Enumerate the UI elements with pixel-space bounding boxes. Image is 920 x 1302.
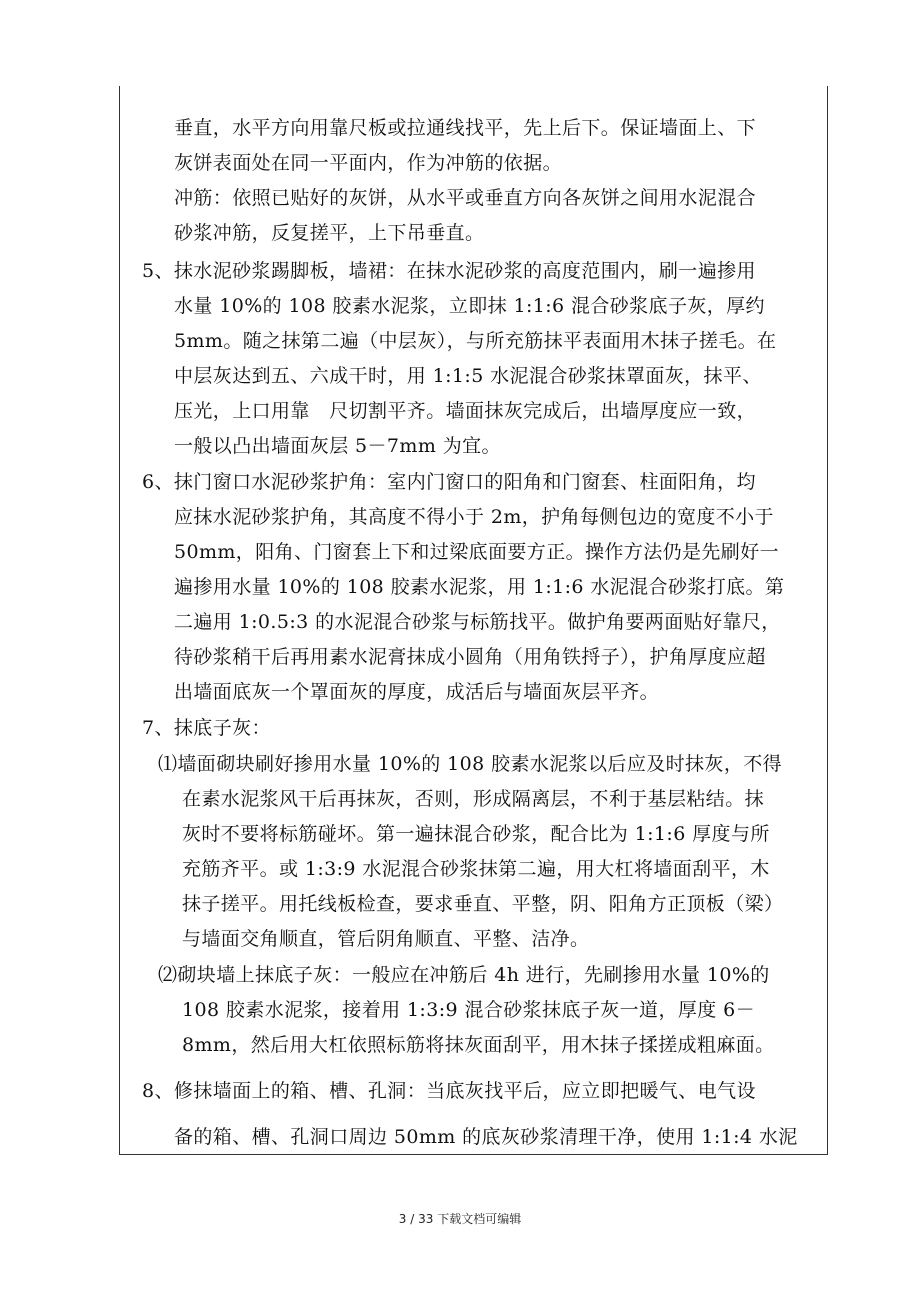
- text-line: 垂直，水平方向用靠尺板或拉通线找平，先上后下。保证墙面上、下: [174, 117, 757, 139]
- text-line: 7、抹底子灰：: [142, 717, 271, 739]
- text-line: 灰饼表面处在同一平面内，作为冲筋的依据。: [174, 152, 563, 174]
- text-line: ⑴墙面砌块刷好掺用水量 10%的 108 胶素水泥浆以后应及时抹灰，不得: [158, 753, 783, 775]
- text-line: 二遍用 1:0.5:3 的水泥混合砂浆与标筋找平。做护角要两面贴好靠尺，: [174, 611, 781, 633]
- text-line: 灰时不要将标筋碰坏。第一遍抹混合砂浆，配合比为 1:1:6 厚度与所: [182, 823, 770, 845]
- text-line: 砂浆冲筋，反复搓平，上下吊垂直。: [174, 222, 485, 244]
- text-line: 5、抹水泥砂浆踢脚板，墙裙：在抹水泥砂浆的高度范围内，刷一遍掺用: [142, 260, 756, 282]
- text-line: 一般以凸出墙面灰层 5－7mm 为宜。: [174, 435, 501, 457]
- text-line: 8、修抹墙面上的箱、槽、孔洞：当底灰找平后，应立即把暖气、电气设: [142, 1080, 756, 1102]
- text-line: 出墙面底灰一个罩面灰的厚度，成活后与墙面灰层平齐。: [174, 681, 660, 703]
- text-line: 冲筋：依照已贴好的灰饼，从水平或垂直方向各灰饼之间用水泥混合: [174, 187, 757, 209]
- page-footer: 3 / 33 下载文档可编辑: [398, 1212, 522, 1226]
- text-line: 遍掺用水量 10%的 108 胶素水泥浆，用 1:1:6 水泥混合砂浆打底。第: [174, 576, 785, 598]
- text-line: 8mm，然后用大杠依照标筋将抹灰面刮平，用木抹子揉搓成粗麻面。: [182, 1034, 775, 1056]
- text-line: 抹子搓平。用托线板检查，要求垂直、平整，阴、阳角方正顶板（梁）: [182, 893, 784, 915]
- text-line: 待砂浆稍干后再用素水泥膏抹成小圆角（用角铁捋子），护角厚度应超: [174, 646, 766, 668]
- text-line: 50mm，阳角、门窗套上下和过梁底面要方正。操作方法仍是先刷好一: [174, 541, 780, 563]
- text-line: ⑵砌块墙上抹底子灰：一般应在冲筋后 4h 进行，先刷掺用水量 10%的: [158, 964, 770, 986]
- text-line: 充筋齐平。或 1:3:9 水泥混合砂浆抹第二遍，用大杠将墙面刮平，木: [182, 858, 770, 880]
- text-line: 在素水泥浆风干后再抹灰，否则，形成隔离层，不利于基层粘结。抹: [182, 788, 765, 810]
- text-line: 压光，上口用靠 尺切割平齐。墙面抹灰完成后，出墙厚度应一致，: [174, 400, 757, 422]
- text-line: 5mm。随之抹第二遍（中层灰），与所充筋抹平表面用木抹子搓毛。在: [174, 330, 777, 352]
- text-line: 备的箱、槽、孔洞口周边 50mm 的底灰砂浆清理干净，使用 1:1:4 水泥: [174, 1126, 798, 1148]
- text-line: 与墙面交角顺直，管后阴角顺直、平整、洁净。: [182, 928, 590, 950]
- text-line: 108 胶素水泥浆，接着用 1:3:9 混合砂浆抹底子灰一道，厚度 6－: [182, 999, 755, 1021]
- text-line: 中层灰达到五、六成干时，用 1:1:5 水泥混合砂浆抹罩面灰，抹平、: [174, 365, 762, 387]
- text-line: 6、抹门窗口水泥砂浆护角：室内门窗口的阳角和门窗套、柱面阳角，均: [142, 471, 756, 493]
- text-line: 水量 10%的 108 胶素水泥浆，立即抹 1:1:6 混合砂浆底子灰，厚约: [174, 295, 765, 317]
- text-line: 应抹水泥砂浆护角，其高度不得小于 2m，护角每侧包边的宽度不小于: [174, 506, 774, 528]
